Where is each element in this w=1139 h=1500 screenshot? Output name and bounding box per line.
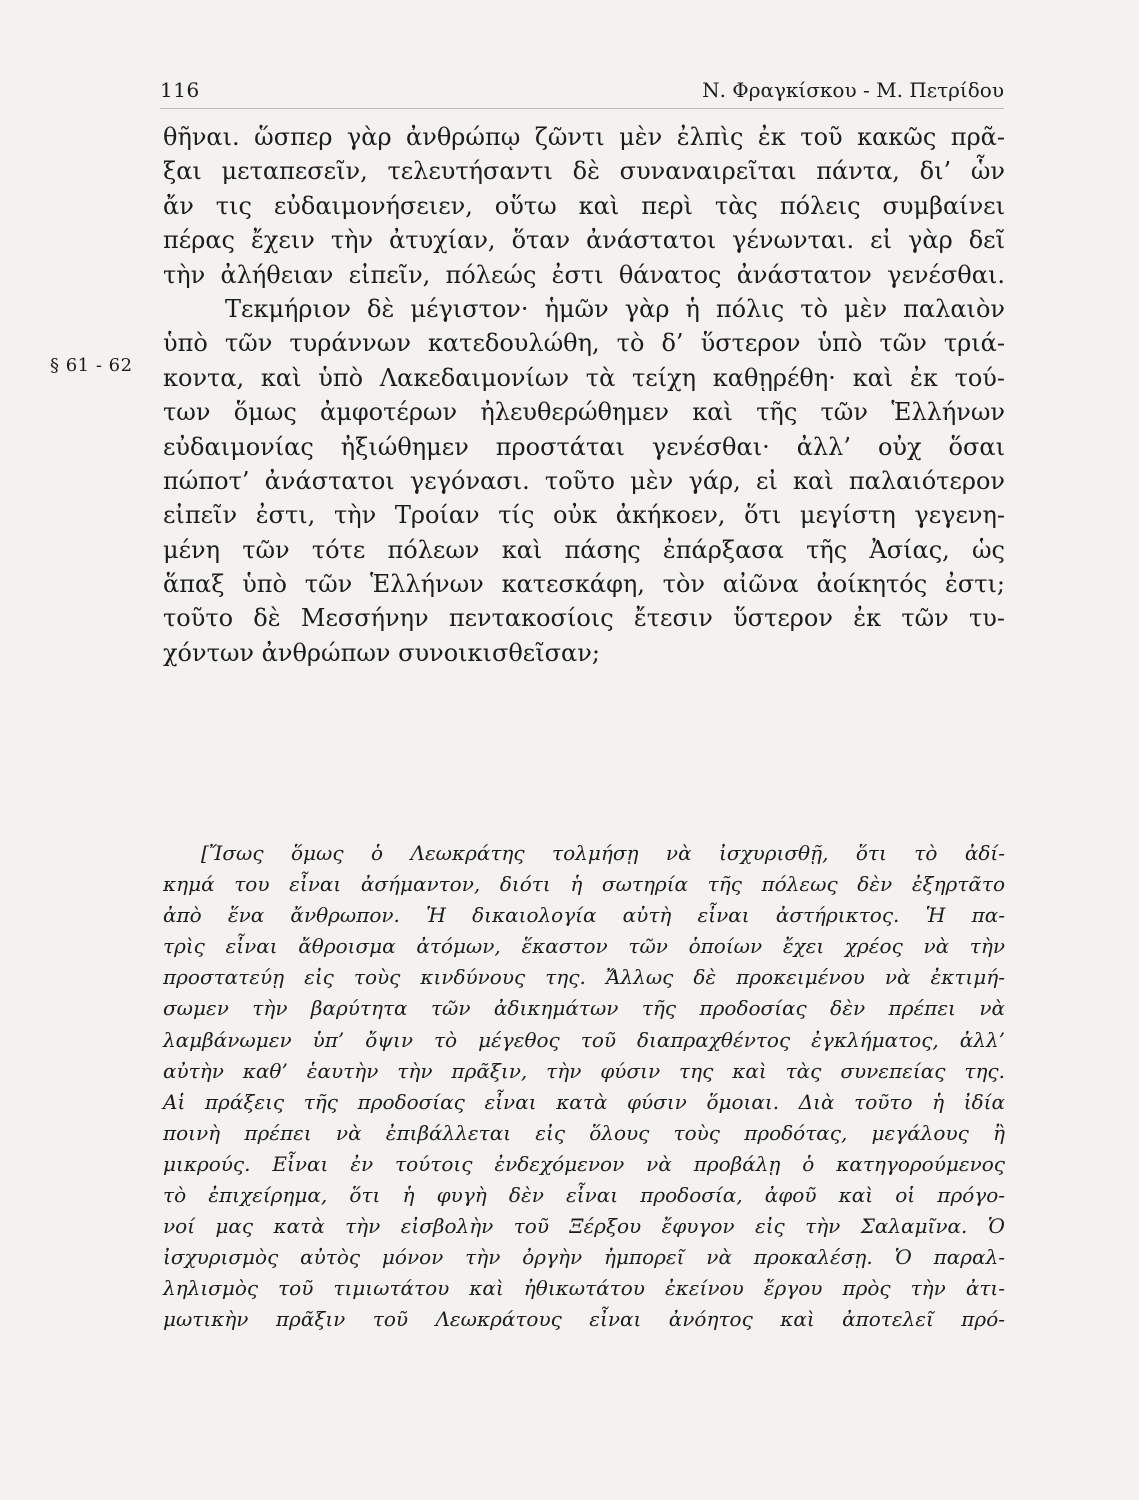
text-line: μένη τῶν τότε πόλεων καὶ πάσης ἐπάρξασα τῆς Ἀσίας, ὡς xyxy=(163,535,1005,564)
text-line: ἅπαξ ὑπὸ τῶν Ἑλλήνων κατεσκάφη, τὸν αἰῶνα ἀοίκητός ἐστι; xyxy=(163,570,1005,599)
commentary-line: ἰσχυρισμὸς αὐτὸς μόνον τὴν ὀργὴν ἠμπορεῖ νὰ προκαλέσῃ. Ὁ παραλ- xyxy=(163,1245,1005,1270)
commentary-line: τρὶς εἶναι ἄθροισμα ἀτόμων, ἕκαστον τῶν ὁποίων ἔχει χρέος νὰ τὴν xyxy=(163,934,1005,959)
text-line: τὴν ἀλήθειαν εἰπεῖν, πόλεώς ἐστι θάνατος ἀνάστατον γενέσθαι. xyxy=(163,260,1005,289)
commentary-line: αὐτὴν καθ’ ἑαυτὴν τὴν πρᾶξιν, τὴν φύσιν της καὶ τὰς συνεπείας της. xyxy=(163,1058,1005,1083)
text-line: Τεκμήριον δὲ μέγιστον· ἡμῶν γὰρ ἡ πόλις τὸ μὲν παλαιὸν xyxy=(225,294,1005,323)
commentary-line: Αἱ πράξεις τῆς προδοσίας εἶναι κατὰ φύσιν ὅμοιαι. Διὰ τοῦτο ἡ ἰδία xyxy=(163,1089,1005,1114)
text-line: των ὅμως ἀμφοτέρων ἠλευθερώθημεν καὶ τῆς τῶν Ἑλλήνων xyxy=(163,398,1005,427)
commentary-line: ἀπὸ ἕνα ἄνθρωπον. Ἡ δικαιολογία αὐτὴ εἶναι ἀστήρικτος. Ἡ πα- xyxy=(163,903,1005,928)
page-header xyxy=(160,78,1004,109)
greek-original-text xyxy=(163,120,1005,670)
page-number: 116 xyxy=(160,78,200,102)
commentary-line: [Ἴσως ὅμως ὁ Λεωκράτης τολμήσῃ νὰ ἰσχυρισθῇ, ὅτι τὸ ἀδί- xyxy=(201,841,1005,865)
commentary-line: ληλισμὸς τοῦ τιμιωτάτου καὶ ἠθικωτάτου ἐκείνου ἔργου πρὸς τὴν ἀτι- xyxy=(163,1276,1005,1301)
text-line: πώποτ’ ἀνάστατοι γεγόνασι. τοῦτο μὲν γάρ, εἰ καὶ παλαιότερον xyxy=(163,466,1005,495)
commentary-line: τὸ ἐπιχείρημα, ὅτι ἡ φυγὴ δὲν εἶναι προδοσία, ἀφοῦ καὶ οἱ πρόγο- xyxy=(163,1183,1005,1208)
commentary-line: μωτικὴν πρᾶξιν τοῦ Λεωκράτους εἶναι ἀνόητος καὶ ἀποτελεῖ πρό- xyxy=(163,1307,1005,1332)
commentary-line: ποινὴ πρέπει νὰ ἐπιβάλλεται εἰς ὅλους τοὺς προδότας, μεγάλους ἢ xyxy=(163,1120,1005,1145)
commentary-line: σωμεν τὴν βαρύτητα τῶν ἀδικημάτων τῆς προδοσίας δὲν πρέπει νὰ xyxy=(163,996,1005,1021)
text-line: ὑπὸ τῶν τυράννων κατεδουλώθη, τὸ δ’ ὕστερον ὑπὸ τῶν τριά- xyxy=(163,329,1005,358)
text-line: κοντα, καὶ ὑπὸ Λακεδαιμονίων τὰ τείχη καθῃρέθη· καὶ ἐκ τού- xyxy=(163,363,1005,392)
running-head: Ν. Φραγκίσκου - Μ. Πετρίδου xyxy=(702,78,1004,102)
text-line: ἄν τις εὐδαιμονήσειεν, οὕτω καὶ περὶ τὰς πόλεις συμβαίνει xyxy=(163,191,1005,220)
text-line: τοῦτο δὲ Μεσσήνην πεντακοσίοις ἔτεσιν ὕστερον ἐκ τῶν τυ- xyxy=(163,604,1005,633)
commentary-line: μικρούς. Εἶναι ἐν τούτοις ἐνδεχόμενον νὰ προβάλῃ ὁ κατηγορούμενος xyxy=(163,1151,1005,1176)
text-line: πέρας ἔχειν τὴν ἀτυχίαν, ὅταν ἀνάστατοι γένωνται. εἰ γὰρ δεῖ xyxy=(163,226,1005,255)
text-line: ξαι μεταπεσεῖν, τελευτήσαντι δὲ συναναιρεῖται πάντα, δι’ ὧν xyxy=(163,157,1005,186)
text-line: εὐδαιμονίας ἠξιώθημεν προστάται γενέσθαι· ἀλλ’ οὐχ ὅσαι xyxy=(163,432,1005,461)
commentary-text xyxy=(163,838,1005,1336)
text-line: θῆναι. ὥσπερ γὰρ ἀνθρώπῳ ζῶντι μὲν ἐλπὶς ἐκ τοῦ κακῶς πρᾶ- xyxy=(163,123,1005,151)
section-reference: § 61 - 62 xyxy=(50,355,133,376)
commentary-line: νοί μας κατὰ τὴν εἰσβολὴν τοῦ Ξέρξου ἔφυγον εἰς τὴν Σαλαμῖνα. Ὁ xyxy=(163,1214,1005,1239)
commentary-line: λαμβάνωμεν ὑπ’ ὄψιν τὸ μέγεθος τοῦ διαπραχθέντος ἐγκλήματος, ἀλλ’ xyxy=(163,1027,1005,1052)
commentary-line: κημά του εἶναι ἀσήμαντον, διότι ἡ σωτηρία τῆς πόλεως δὲν ἐξηρτᾶτο xyxy=(163,872,1005,897)
text-line: εἰπεῖν ἐστι, τὴν Τροίαν τίς οὐκ ἀκήκοεν, ὅτι μεγίστη γεγενη- xyxy=(163,501,1005,530)
text-line: χόντων ἀνθρώπων συνοικισθεῖσαν; xyxy=(163,638,600,667)
commentary-line: προστατεύῃ εἰς τοὺς κινδύνους της. Ἄλλως δὲ προκειμένου νὰ ἐκτιμή- xyxy=(163,965,1005,990)
